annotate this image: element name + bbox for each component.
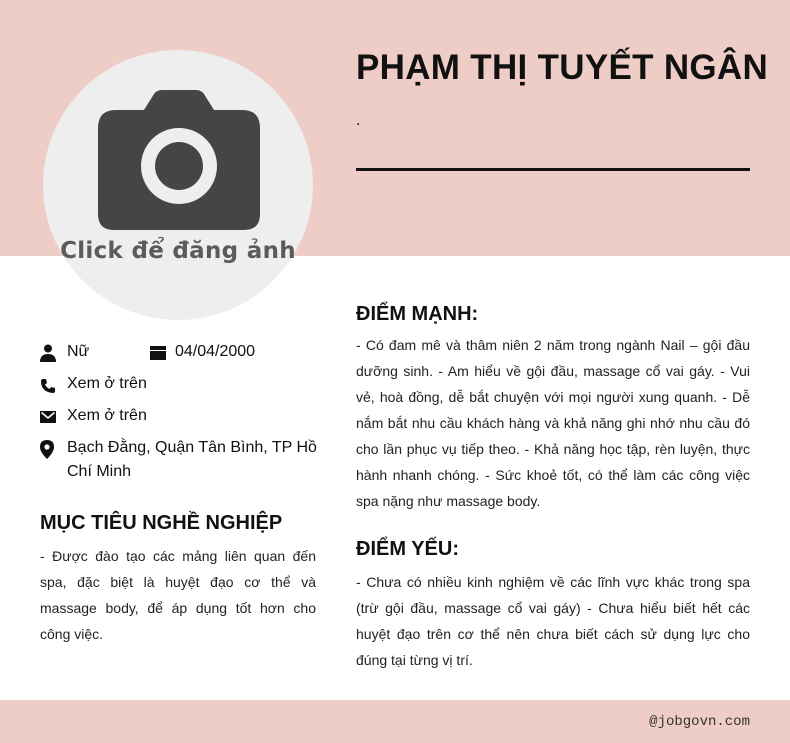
camera-icon	[98, 90, 260, 232]
phone-icon	[40, 377, 56, 395]
birthdate-value: 04/04/2000	[175, 343, 256, 360]
photo-caption[interactable]: Click để đăng ảnh	[60, 238, 296, 264]
calendar-icon	[150, 346, 166, 360]
strengths-text: - Có đam mê và thâm niên 2 năm trong ngành Nail – gội đầu dưỡng sinh. - Am hiểu về gội đầu, massage cổ vai gáy. - Vui vẻ, hoà đồng, dễ bắt chuyện với mọi người xung quanh. - Dễ nắm bắt nhu cầu khách hàng và khả năng ghi nhớ nhu cầu đó cho lần phục vụ tiếp theo. - Khả năng học tập, rèn luyện, thực hành nhanh chóng. - Sức khoẻ tốt, có thể làm các công việc spa nặng như massage body.	[356, 337, 750, 509]
job-title: .	[356, 112, 361, 129]
divider	[356, 168, 750, 171]
address-value: Bạch Đằng, Quận Tân Bình, TP Hồ Chí Minh	[67, 439, 317, 480]
envelope-icon	[40, 411, 56, 423]
person-icon	[40, 344, 56, 362]
map-pin-icon	[40, 440, 54, 459]
profile-photo-upload[interactable]	[43, 50, 313, 320]
email-value: Xem ở trên	[67, 407, 147, 424]
phone-value: Xem ở trên	[67, 375, 147, 392]
gender-value: Nữ	[67, 343, 90, 360]
weaknesses-heading: ĐIỂM YẾU:	[356, 538, 459, 560]
objective-text: - Được đào tạo các mảng liên quan đến spa, đặc biệt là huyệt đạo cơ thể và massage body, để áp dụng tốt hơn cho công việc.	[40, 548, 316, 642]
objective-heading: MỤC TIÊU NGHỀ NGHIỆP	[40, 512, 283, 534]
full-name: PHẠM THỊ TUYẾT NGÂN	[356, 48, 769, 87]
watermark: @jobgovn.com	[649, 714, 750, 730]
weaknesses-text: - Chưa có nhiều kinh nghiệm về các lĩnh vực khác trong spa (trừ gội đầu, massage cổ vai gáy) - Chưa hiểu biết hết các huyệt đạo trên cơ thể nên chưa biết cách sử dụng lực cho đúng tại từng vị trí.	[356, 574, 750, 668]
strengths-heading: ĐIỂM MẠNH:	[356, 303, 479, 325]
